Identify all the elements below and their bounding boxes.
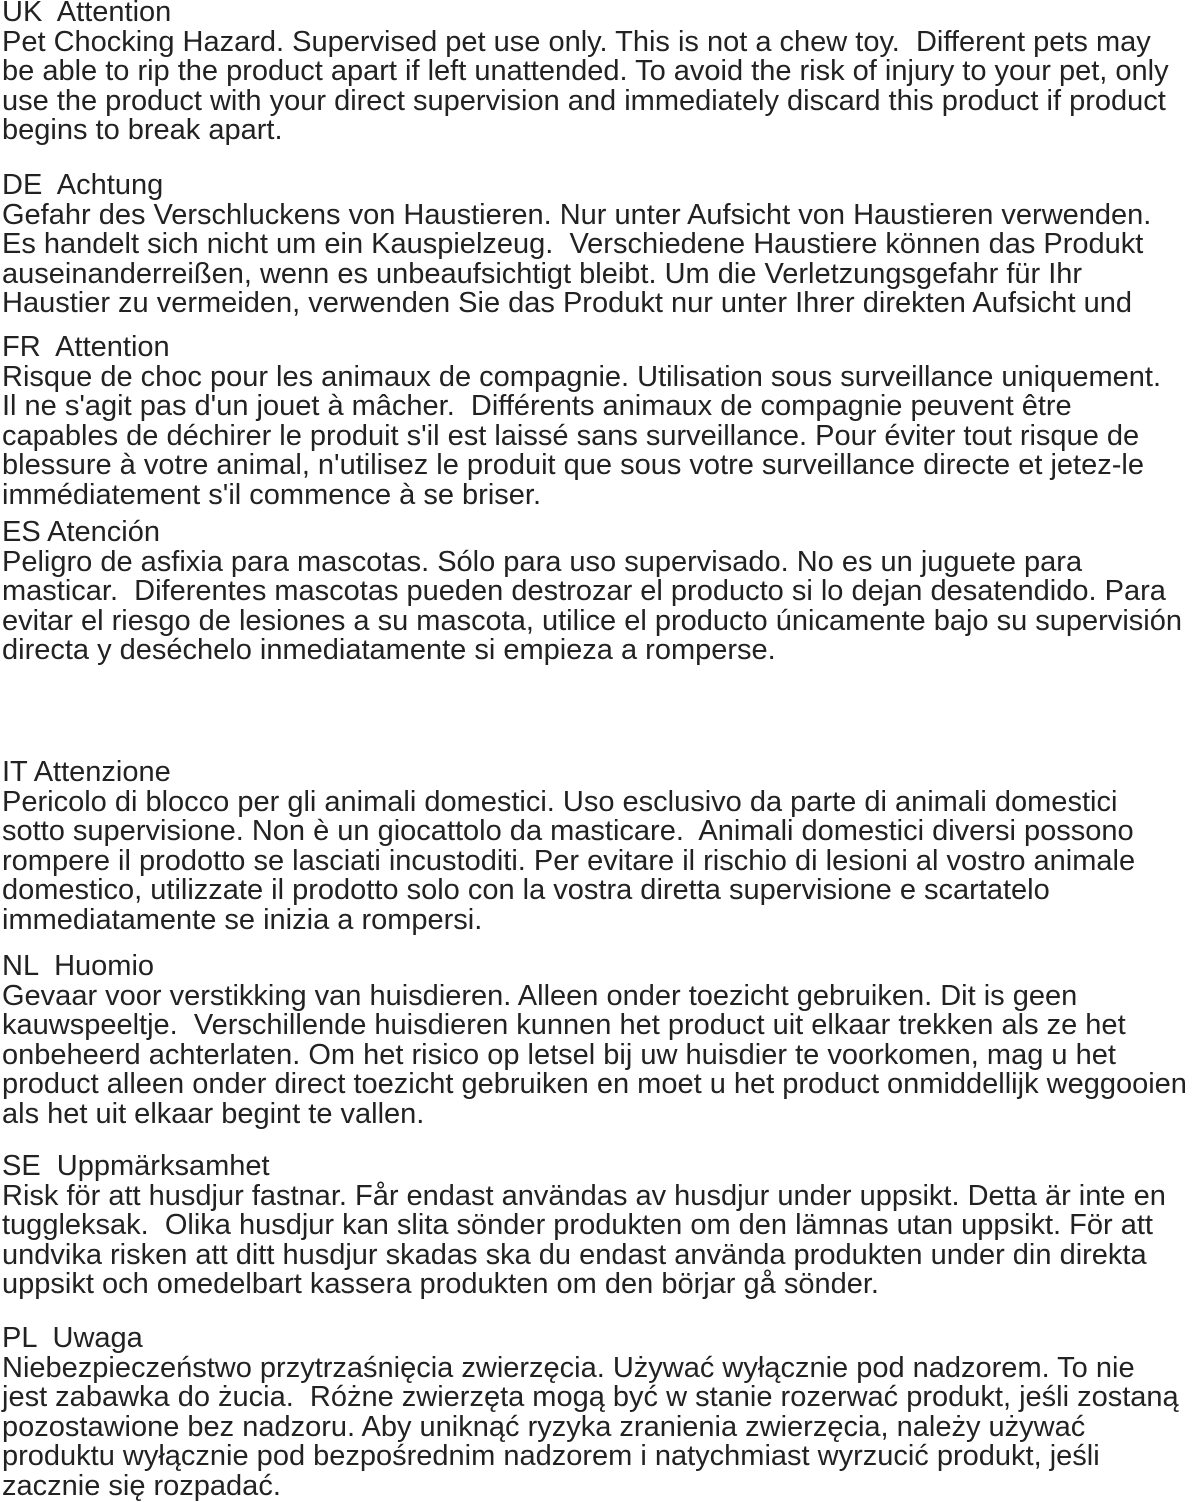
text-line: Pet Chocking Hazard. Supervised pet use only. This is not a chew toy. Different pets may (2, 25, 1151, 58)
section-body-se (2, 1179, 1197, 1300)
text-line: uppsikt och omedelbart kassera produkten om den börjar gå sönder. (2, 1268, 879, 1300)
text-line: Pericolo di blocco per gli animali domestici. Uso esclusivo da parte di animali domestici (2, 785, 1118, 818)
text-line: Gefahr des Verschluckens von Haustieren. Nur unter Aufsicht von Haustieren verwenden. (2, 198, 1152, 231)
text-line: product alleen onder direct toezicht gebruiken en moet u het product onmiddellijk weggooien (2, 1068, 1187, 1100)
text-line: directa y deséchelo inmediatamente si empieza a romperse. (2, 634, 776, 666)
section-body-pl (2, 1351, 1197, 1502)
text-line: tuggleksak. Olika husdjur kan slita sönder produkten om den lämnas utan uppsikt. För att (2, 1209, 1153, 1241)
section-body-es (2, 545, 1197, 666)
text-line: Risk för att husdjur fastnar. Får endast användas av husdjur under uppsikt. Detta är inte en (2, 1179, 1166, 1212)
text-line: onbeheerd achterlaten. Om het risico op letsel bij uw huisdier te voorkomen, mag u het (2, 1038, 1116, 1071)
text-line: immédiatement s'il commence à se briser. (2, 478, 542, 511)
text-line: Risque de choc pour les animaux de compagnie. Utilisation sous surveillance uniquement. (2, 360, 1162, 393)
section-heading-de: DE Achtung (2, 169, 164, 201)
text-line: pozostawione bez nadzoru. Aby uniknąć ryzyka zranienia zwierzęcia, należy używać (2, 1410, 1086, 1443)
text-line: zacznie się rozpadać. (2, 1469, 281, 1502)
text-line: capables de déchirer le produit s'il est laissé sans surveillance. Pour éviter tout risque de (2, 419, 1140, 452)
section-body-de (2, 198, 1197, 319)
text-line: evitar el riesgo de lesiones a su mascota, utilice el producto únicamente bajo su supervisión (2, 604, 1182, 637)
text-line: begins to break apart. (2, 114, 283, 146)
text-line: Peligro de asfixia para mascotas. Sólo para uso supervisado. No es un juguete para (2, 545, 1083, 578)
text-line: Es handelt sich nicht um ein Kauspielzeug. Verschiedene Haustiere können das Produkt (2, 228, 1144, 260)
section-heading-fr: FR Attention (2, 331, 170, 363)
text-line: Niebezpieczeństwo przytrzaśnięcia zwierzęcia. Używać wyłącznie pod nadzorem. To nie (2, 1351, 1135, 1384)
section-heading-es: ES Atención (2, 516, 160, 548)
text-line: auseinanderreißen, wenn es unbeaufsichtigt bleibt. Um die Verletzungsgefahr für Ihr (2, 257, 1083, 290)
section-heading-nl: NL Huomio (2, 950, 155, 982)
warning-section-uk (2, 0, 1197, 146)
warning-section-se (2, 1152, 1197, 1300)
section-body-uk (2, 25, 1197, 146)
section-heading-it: IT Attenzione (2, 756, 171, 788)
section-body-it (2, 785, 1197, 936)
text-line: use the product with your direct supervision and immediately discard this product if product (2, 84, 1166, 117)
warning-section-pl (2, 1324, 1197, 1501)
warning-section-es (2, 518, 1197, 666)
text-line: undvika risken att ditt husdjur skadas ska du endast använda produkten under din direkta (2, 1238, 1147, 1271)
text-line: Gevaar voor verstikking van huisdieren. Alleen onder toezicht gebruiken. Dit is geen (2, 979, 1078, 1012)
text-line: rompere il prodotto se lasciati incustoditi. Per evitare il rischio di lesioni al vostro animale (2, 844, 1136, 877)
text-line: Haustier zu vermeiden, verwenden Sie das Produkt nur unter Ihrer direkten Aufsicht und (2, 287, 1132, 319)
warning-section-de (2, 171, 1197, 319)
text-line: als het uit elkaar begint te vallen. (2, 1097, 425, 1130)
section-heading-pl: PL Uwaga (2, 1322, 143, 1354)
warning-section-nl (2, 952, 1197, 1129)
section-heading-se: SE Uppmärksamhet (2, 1150, 270, 1182)
text-line: Il ne s'agit pas d'un jouet à mâcher. Différents animaux de compagnie peuvent être (2, 390, 1072, 422)
section-heading-uk: UK Attention (2, 0, 172, 28)
section-body-fr (2, 360, 1197, 511)
text-line: domestico, utilizzate il prodotto solo con la vostra diretta supervisione e scartatelo (2, 874, 1050, 906)
text-line: immediatamente se inizia a rompersi. (2, 903, 483, 936)
text-line: jest zabawka do żucia. Różne zwierzęta mogą być w stanie rozerwać produkt, jeśli zostaną (2, 1381, 1179, 1413)
warning-section-fr (2, 333, 1197, 510)
text-line: produktu wyłącznie pod bezpośrednim nadzorem i natychmiast wyrzucić produkt, jeśli (2, 1440, 1100, 1472)
text-line: blessure à votre animal, n'utilisez le produit que sous votre surveillance directe et jetez-le (2, 449, 1144, 481)
text-line: sotto supervisione. Non è un giocattolo da masticare. Animali domestici diversi possono (2, 815, 1134, 847)
text-line: be able to rip the product apart if left unattended. To avoid the risk of injury to your pet, only (2, 55, 1169, 87)
text-line: masticar. Diferentes mascotas pueden destrozar el producto si lo dejan desatendido. Para (2, 575, 1166, 607)
warning-section-it (2, 758, 1197, 935)
section-body-nl (2, 979, 1197, 1130)
text-line: kauwspeeltje. Verschillende huisdieren kunnen het product uit elkaar trekken als ze het (2, 1009, 1126, 1041)
